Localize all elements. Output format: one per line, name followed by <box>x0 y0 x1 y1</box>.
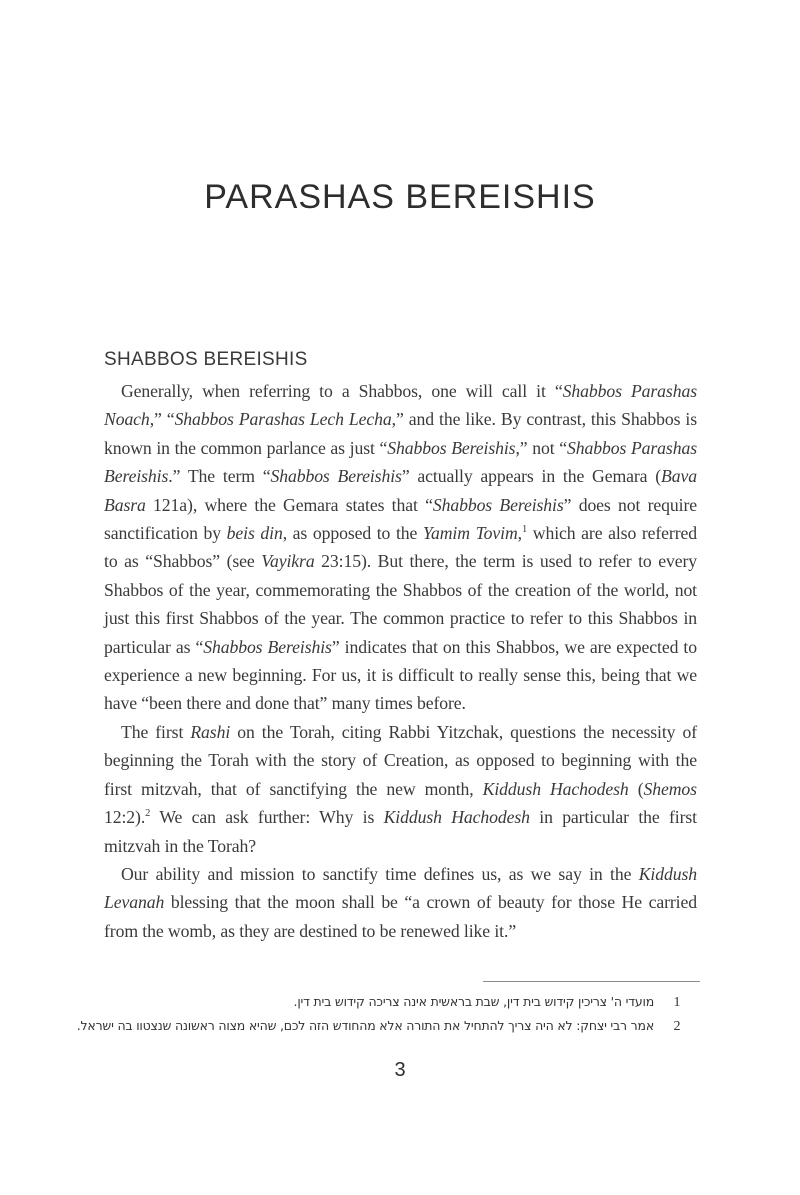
footnote <box>93 990 700 1014</box>
footnote-text: אמר רבי יצחק: לא היה צריך להתחיל את התורה אלא מהחודש הזה לכם, שהיא מצוה ראשונה שנצטוו בה ישראל. <box>76 1018 654 1034</box>
body-paragraph <box>104 860 697 945</box>
text-run: We can ask further: Why is <box>150 807 384 828</box>
text-run: ” indicates that on this Shabbos, we are expected to experience a new beginning. For us, it is difficult to really sense this, being that we have “been there and done that” many times before. <box>104 636 697 714</box>
text-run: which are also referred to as “Shabbos” (see <box>104 523 697 572</box>
footnote-reference: 2 <box>145 808 151 820</box>
italic-text: Shabbos Parashas Lech Lecha <box>174 409 392 430</box>
italic-text: Shabbos Bereishis <box>203 636 332 657</box>
text-run: 12:2). <box>104 807 146 828</box>
text-run: ” does not require sanctification by <box>104 494 697 544</box>
text-run: ( <box>628 778 644 799</box>
italic-text: Yamim Tovim <box>422 523 518 544</box>
text-run: on the Torah, citing Rabbi Yitzchak, questions the necessity of beginning the Torah with the story of Creation, as opposed to beginning with the first mitzvah, that of sanctifying the new month, <box>104 721 697 799</box>
footnote-block <box>76 981 700 1038</box>
italic-text: Rashi <box>190 721 231 742</box>
italic-text: Kiddush Levanah <box>104 863 697 913</box>
text-run: ” actually appears in the Gemara ( <box>401 466 662 487</box>
text-run: ,” “ <box>149 409 175 430</box>
text-run: ,” and the like. By contrast, this Shabbos is known in the common parlance as just “ <box>104 409 698 458</box>
footnote-number: 2 <box>673 1019 681 1035</box>
text-run: , as opposed to the <box>282 523 423 544</box>
italic-text: Shabbos Parashas Bereishis <box>104 437 697 487</box>
page-number: 3 <box>394 1059 406 1082</box>
italic-text: Shabbos Bereishis <box>432 494 564 515</box>
text-run: 23:15). But there, the term is used to refer to every Shabbos of the year, commemorating the Shabbos of the creation of the world, not just this first Shabbos of the year. The common practice to refer to this Shabbos in particular as “ <box>104 551 697 657</box>
footnote-list <box>76 990 700 1038</box>
section-heading: SHABBOS BEREISHIS <box>104 349 308 370</box>
footnote-reference: 1 <box>522 524 528 536</box>
text-run: ,” not “ <box>515 437 567 458</box>
text-run: , <box>517 523 522 544</box>
italic-text: Shabbos Bereishis <box>387 437 516 458</box>
body-paragraph <box>104 377 697 718</box>
italic-text: Kiddush Hachodesh <box>482 778 629 799</box>
italic-text: Kiddush Hachodesh <box>383 807 530 828</box>
body-paragraph <box>104 718 697 860</box>
text-run: .” The term “ <box>168 466 271 487</box>
italic-text: Shabbos Bereishis <box>270 466 402 487</box>
italic-text: Shemos <box>643 778 697 799</box>
italic-text: Vayikra <box>261 551 315 572</box>
text-run: The first <box>121 721 191 742</box>
body-text <box>104 377 697 945</box>
footnote-text: מועדי ה' צריכין קידוש בית דין, שבת בראשית אינה צריכה קידוש בית דין. <box>293 994 654 1010</box>
footnote-divider <box>483 981 700 982</box>
italic-text: Bava Basra <box>104 466 697 515</box>
italic-text: beis din <box>226 523 283 544</box>
text-run: 121a), where the Gemara states that “ <box>145 494 433 515</box>
italic-text: Shabbos Parashas Noach <box>104 381 697 430</box>
footnote-number: 1 <box>673 995 681 1011</box>
text-run: blessing that the moon shall be “a crown of beauty for those He carried from the womb, as they are destined to be renewed like it.” <box>104 892 697 941</box>
footnote <box>76 1014 700 1038</box>
text-run: Generally, when referring to a Shabbos, one will call it “ <box>121 381 563 401</box>
text-run: Our ability and mission to sanctify time defines us, as we say in the <box>121 863 639 884</box>
chapter-title: PARASHAS BEREISHIS <box>204 178 596 216</box>
text-run: in particular the first mitzvah in the Torah? <box>104 807 697 856</box>
